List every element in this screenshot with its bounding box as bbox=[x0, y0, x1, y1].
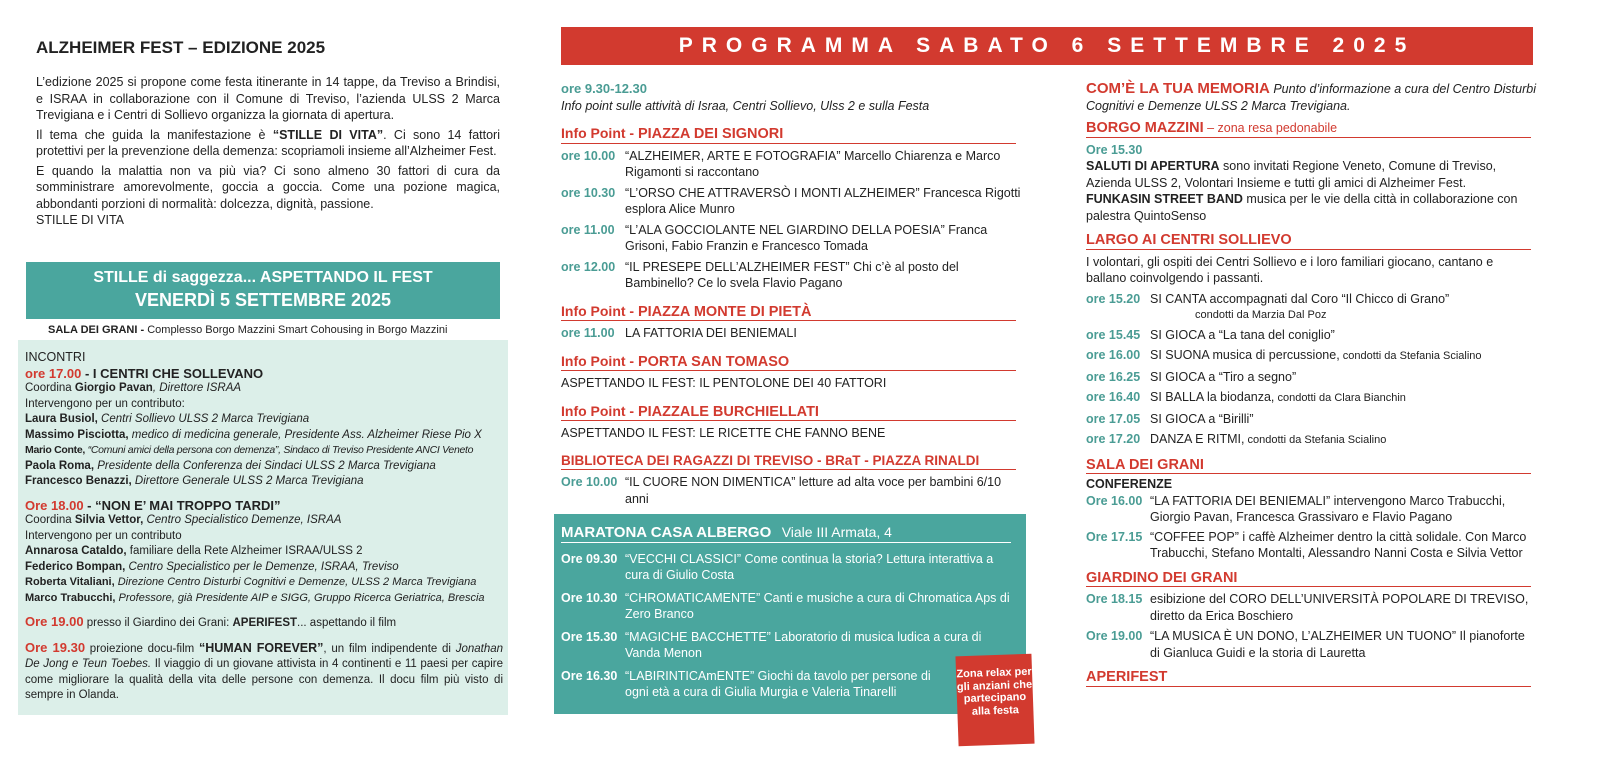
event-row: ASPETTANDO IL FEST: LE RICETTE CHE FANNO BENE bbox=[561, 426, 886, 440]
maratona-row: Ore 15.30 “MAGICHE BACCHETTE” Laboratorio di musica ludica a cura di Vanda Menon bbox=[561, 629, 982, 660]
event-row: ore 12.00 “IL PRESEPE DELL’ALZHEIMER FEST” Chi c’è al posto del Bambinello? Ce lo svela Flavio Pagano bbox=[561, 259, 959, 290]
event-row: Ore 18.15 esibizione del CORO DELL’UNIVERSITÀ POPOLARE DI TREVISO, diretto da Erica Boschiero bbox=[1086, 592, 1529, 623]
event-row: ore 10.30 “L’ORSO CHE ATTRAVERSÒ I MONTI ALZHEIMER” Francesca Rigotti esplora Alice Munro bbox=[561, 185, 1021, 216]
section-centri-sollievo: LARGO AI CENTRI SOLLIEVO bbox=[1086, 232, 1531, 250]
event-row: ore 11.00 “L’ALA GOCCIOLANTE NEL GIARDINO DELLA POESIA” Franca Grisoni, Fabio Franzin e Francesco Tomada bbox=[561, 222, 988, 253]
incontri-label: INCONTRI bbox=[25, 350, 86, 364]
event-row: ore 15.45 SI GIOCA a “La tana del coniglio” bbox=[1086, 327, 1335, 342]
event-row: Ore 16.00 “LA FATTORIA DEI BENIEMALI” intervengono Marco Trabucchi, Giorgio Pavan, Francesca Grassivaro e Flavio Pagano bbox=[1086, 493, 1506, 524]
memoria-block: COM’È LA TUA MEMORIA Punto d’informazione a cura del Centro Disturbi Cognitivi e Demenze ULSS 2 Marca Trevigiana. bbox=[1086, 80, 1536, 113]
event-4: Ore 19.30 proiezione docu-film “HUMAN FOREVER”, un film indipendente di Jonathan De Jong e Teun Toebes. Il viaggio di un giovane attivista in 4 continenti e 11 paesi per capire come migliorare la qualità della vita delle persone con demenza. Il docu film più visto di sempre in Olanda. bbox=[25, 639, 504, 701]
section-aperifest: APERIFEST bbox=[1086, 669, 1531, 687]
event-row: ore 15.20 SI CANTA accompagnati dal Coro “Il Chicco di Grano” condotti da Marzia Dal Poz bbox=[1086, 291, 1450, 321]
event-row: Ore 17.15 “COFFEE POP” i caffè Alzheimer dentro la città solidale. Con Marco Trabucchi, Stefano Montalti, Alessandro Nanni Costa e Silvia Vettor bbox=[1086, 529, 1527, 560]
maratona-row: Ore 10.30 “CHROMATICAMENTE” Canti e musiche a cura di Chromatica Aps di Zero Branco bbox=[561, 590, 1010, 621]
event-1: ore 17.00 - I CENTRI CHE SOLLEVANO Coordina Giorgio Pavan, Direttore ISRAA Intervengono per un contributo: Laura Busiol, Centri Sollievo ULSS 2 Marca Trevigiana Massimo Pisciotta, medico di medicina generale, Presidente Ass. Alzheimer Riese Pio X Mario Conte, “Comuni amici della persona con demenza”, Sindaco di Treviso Presidente ANCI Veneto Paola Roma, Presidente della Conferenza dei Sindaci ULSS 2 Marca Trevigiana Francesco Benazzi, Direttore Generale ULSS 2 Marca Trevigiana bbox=[25, 365, 482, 487]
program-banner bbox=[561, 27, 1533, 65]
fest-title: ALZHEIMER FEST – EDIZIONE 2025 bbox=[36, 38, 326, 57]
maratona-content bbox=[561, 524, 1011, 707]
program-banner-title: PROGRAMMA SABATO 6 SETTEMBRE 2025 bbox=[678, 34, 1416, 57]
relax-badge: Zona relax per gli anziani che partecipano alla festa bbox=[955, 654, 1034, 747]
middle-column bbox=[561, 81, 1021, 511]
section-burchiellati: Info Point - PIAZZALE BURCHIELLATI bbox=[561, 403, 1016, 422]
event-2: Ore 18.00 - “NON E’ MAI TROPPO TARDI” Coordina Silvia Vettor, Centro Specialistico Demenze, ISRAA Intervengono per un contributo Annarosa Cataldo, familiare della Rete Alzheimer ISRAA/ULSS 2 Federico Bompan, Centro Specialistico per le Demenze, ISRAA, Treviso Roberta Vitaliani, Direzione Centro Disturbi Cognitivi e Demenze, ULSS 2 Marca Trevigiana Marco Trabucchi, Professore, già Presidente AIP e SIGG, Gruppo Ricerca Geriatrica, Brescia bbox=[25, 497, 485, 604]
event-row: ore 16.25 SI GIOCA a “Tiro a segno” bbox=[1086, 369, 1297, 384]
intro-slogan: STILLE DI VITA bbox=[36, 213, 124, 227]
section-borgo-mazzini: BORGO MAZZINI – zona resa pedonabile bbox=[1086, 120, 1531, 138]
friday-banner-date: VENERDÌ 5 SETTEMBRE 2025 bbox=[134, 290, 392, 310]
info-desc: Info point sulle attività di Israa, Centri Sollievo, Ulss 2 e sulla Festa bbox=[561, 98, 930, 113]
intro-paragraph-3: E quando la malattia non va più via? Ci sono almeno 30 fattori di cura da somministrare amorevolmente, goccia a goccia. Come una pozione magica, abbondanti porzioni di normalità: dolcezza, dignità, passione. bbox=[36, 163, 500, 211]
event-row: ore 16.00 SI SUONA musica di percussione, condotti da Stefania Scialino bbox=[1086, 348, 1482, 362]
section-sala-grani: SALA DEI GRANI bbox=[1086, 457, 1531, 475]
section-monte-pieta: Info Point - PIAZZA MONTE DI PIETÀ bbox=[561, 303, 1016, 322]
info-time: ore 9.30-12.30 bbox=[561, 81, 648, 96]
left-panel bbox=[36, 38, 500, 229]
friday-banner bbox=[26, 262, 500, 319]
section-piazza-signori: Info Point - PIAZZA DEI SIGNORI bbox=[561, 125, 1016, 144]
event-3: Ore 19.00 presso il Giardino dei Grani: APERIFEST... aspettando il film bbox=[25, 614, 397, 629]
saluti-text: SALUTI DI APERTURA sono invitati Regione Veneto, Comune di Treviso, Azienda ULSS 2, Volontari Insieme e tutti gli amici di Alzheimer Fest. bbox=[1086, 159, 1497, 190]
section-giardino-grani: GIARDINO DEI GRANI bbox=[1086, 570, 1531, 588]
friday-program bbox=[25, 350, 503, 704]
event-row: ASPETTANDO IL FEST: IL PENTOLONE DEI 40 FATTORI bbox=[561, 376, 887, 390]
maratona-row: Ore 09.30 “VECCHI CLASSICI” Come continua la storia? Lettura interattiva a cura di Giulio Costa bbox=[561, 551, 994, 582]
maratona-header: MARATONA CASA ALBERGO Viale III Armata, 4 bbox=[561, 524, 1011, 543]
event-row: ore 10.00 “ALZHEIMER, ARTE E FOTOGRAFIA” Marcello Chiarenza e Marco Rigamonti si raccontano bbox=[561, 148, 1001, 179]
maratona-row: Ore 16.30 “LABIRINTICAmENTE” Giochi da tavolo per persone di ogni età a cura di Giulia Murgia e Valeria Tinarelli bbox=[561, 668, 931, 699]
event-row: Ore 10.00 “IL CUORE NON DIMENTICA” letture ad alta voce per bambini 6/10 anni bbox=[561, 475, 1002, 506]
borgo-time: Ore 15.30 bbox=[1086, 142, 1143, 157]
right-column bbox=[1086, 81, 1536, 687]
event-row: ore 17.20 DANZA E RITMI, condotti da Stefania Scialino bbox=[1086, 432, 1387, 446]
event-row: ore 11.00 LA FATTORIA DEI BENIEMALI bbox=[561, 326, 797, 340]
conferenze-label: CONFERENZE bbox=[1086, 477, 1173, 491]
friday-banner-subtitle: STILLE di saggezza... ASPETTANDO IL FEST bbox=[93, 269, 433, 286]
section-porta-san-tomaso: Info Point - PORTA SAN TOMASO bbox=[561, 353, 1016, 372]
sollievo-desc: I volontari, gli ospiti dei Centri Sollievo e i loro familiari giocano, cantano e ballano coinvolgendo i passanti. bbox=[1086, 254, 1494, 285]
intro-paragraph-2: Il tema che guida la manifestazione è “STILLE DI VITA”. Ci sono 14 fattori protettivi per la prevenzione della demenza: scopriamoli insieme all’Alzheimer Fest. bbox=[36, 127, 500, 158]
event-row: ore 16.40 SI BALLA la biodanza, condotti da Clara Bianchin bbox=[1086, 390, 1406, 404]
funkasin-text: FUNKASIN STREET BAND musica per le vie della città in collaborazione con palestra QuintoSenso bbox=[1086, 192, 1518, 223]
intro-paragraph-1: L’edizione 2025 si propone come festa itinerante in 14 tappe, da Treviso a Brindisi, e ISRAA in collaborazione con il Comune di Treviso, l’azienda ULSS 2 Marca Trevigiana e i Centri di Sollievo organizza la giornata di apertura. bbox=[36, 75, 500, 122]
event-row: Ore 19.00 “LA MUSICA È UN DONO, L’ALZHEIMER UN TUONO” Il pianoforte di Gianluca Guidi e la storia di Lauretta bbox=[1086, 629, 1525, 660]
friday-venue: SALA DEI GRANI - Complesso Borgo Mazzini Smart Cohousing in Borgo Mazzini bbox=[48, 324, 448, 336]
section-biblioteca: BIBLIOTECA DEI RAGAZZI DI TREVISO - BRaT - PIAZZA RINALDI bbox=[561, 453, 1016, 471]
event-row: ore 17.05 SI GIOCA a “Birilli” bbox=[1086, 411, 1254, 426]
